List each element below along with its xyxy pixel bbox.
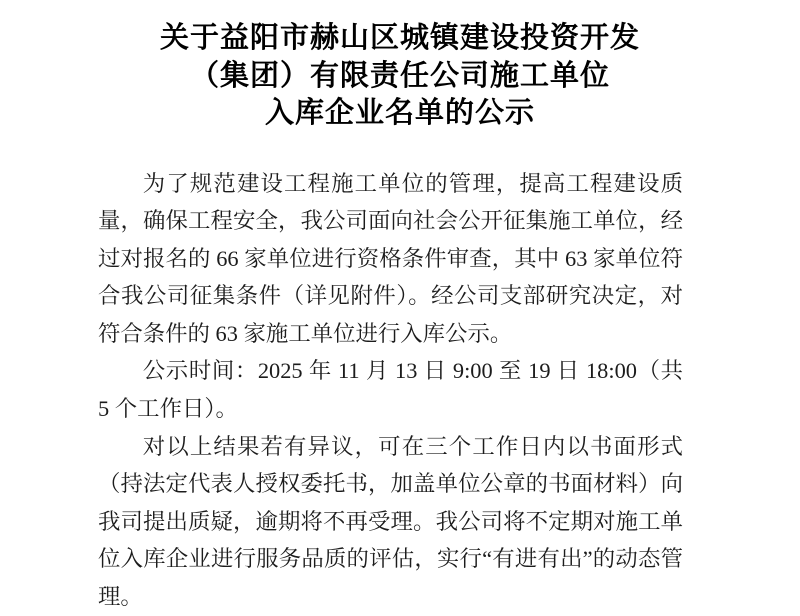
paragraph-publicity-period: 公示时间：2025 年 11 月 13 日 9:00 至 19 日 18:00（共 5 个工作日）。 [98, 358, 683, 422]
title-line-2: （集团）有限责任公司施工单位 [189, 59, 610, 92]
document-title [0, 20, 800, 133]
paragraph-objection-process: 对以上结果若有异议，可在三个工作日内以书面形式（持法定代表人授权委托书，加盖单位公章的书面材料）向我司提出质疑，逾期将不再受理。我公司将不定期对施工单位入库企业进行服务品质的评估，实行“有进有出”的动态管理。 [98, 433, 683, 610]
document-body [0, 165, 800, 616]
title-line-1: 关于益阳市赫山区城镇建设投资开发 [159, 22, 640, 54]
paragraph-intro: 为了规范建设工程施工单位的管理，提高工程建设质量，确保工程安全，我公司面向社会公开征集施工单位，经过对报名的 66 家单位进行资格条件审查，其中 63 家单位符合我公司征集条件（详见附件）。经公司支部研究决定，对符合条件的 63 家施工单位进行入库公示。 [98, 170, 683, 346]
title-line-3: 入库企业名单的公示 [264, 97, 535, 129]
